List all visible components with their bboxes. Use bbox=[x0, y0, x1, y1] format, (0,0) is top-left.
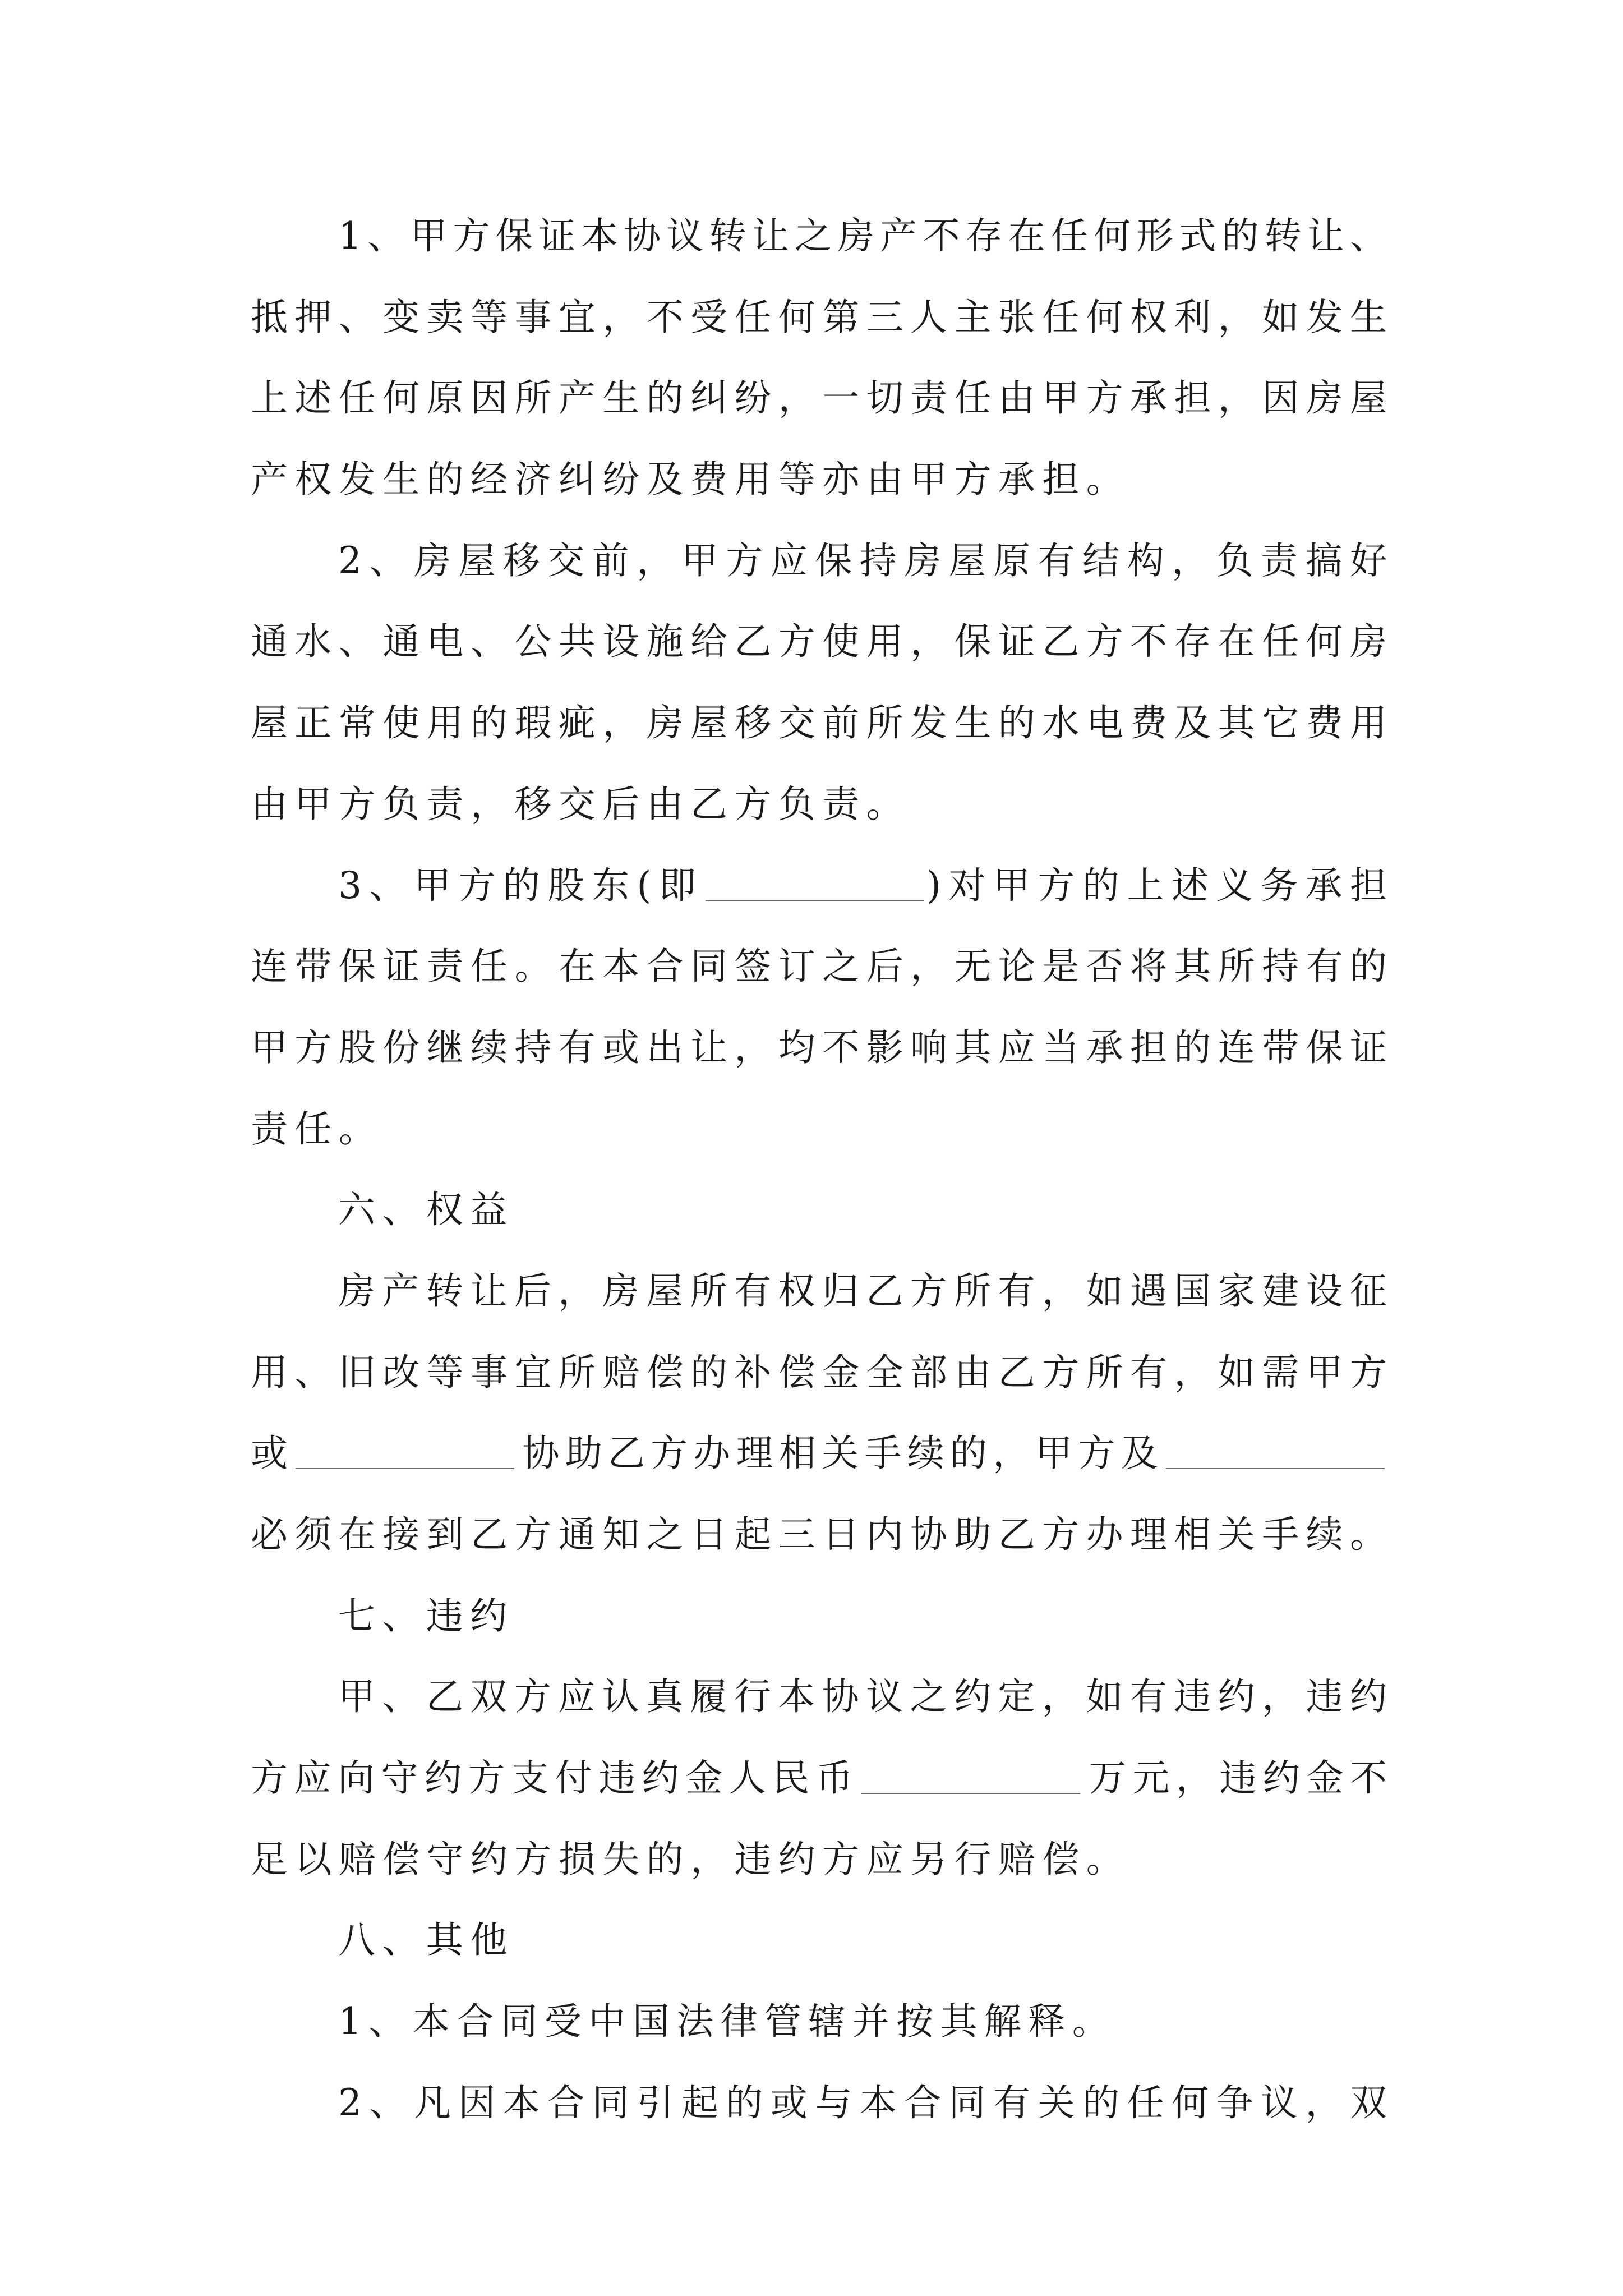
text-segment: 1、本合同受中国法律管辖并按其解释。 bbox=[338, 2000, 1117, 2044]
text-segment: 通水、通电、公共设施给乙方使用，保证乙方不存在任何房 bbox=[251, 620, 1387, 664]
text-line bbox=[338, 1251, 1387, 1332]
text-segment: 协助乙方办理相关手续的，甲方及 bbox=[517, 1432, 1164, 1475]
text-segment: 方应向守约方支付违约金人民币 bbox=[251, 1756, 860, 1800]
text-line bbox=[338, 1900, 1387, 1981]
text-segment: 屋正常使用的瑕疵，房屋移交前所发生的水电费及其它费用 bbox=[251, 701, 1387, 745]
blank-fill-line bbox=[706, 864, 924, 901]
text-line bbox=[251, 601, 1387, 683]
text-line bbox=[251, 1413, 1387, 1494]
text-line bbox=[338, 845, 1387, 927]
blank-fill-line bbox=[1166, 1432, 1385, 1469]
text-line bbox=[251, 1332, 1387, 1414]
text-segment: )对甲方的上述义务承担 bbox=[926, 863, 1387, 907]
paragraph bbox=[251, 1657, 1387, 1900]
text-segment: 必须在接到乙方通知之日起三日内协助乙方办理相关手续。 bbox=[251, 1513, 1387, 1556]
text-line bbox=[251, 1819, 1387, 1901]
text-line bbox=[251, 358, 1387, 439]
paragraph bbox=[251, 2063, 1387, 2144]
text-segment: 产权发生的经济纠纷及费用等亦由甲方承担。 bbox=[251, 458, 1130, 501]
text-line bbox=[251, 1007, 1387, 1089]
text-segment: 上述任何原因所产生的纠纷，一切责任由甲方承担，因房屋 bbox=[251, 376, 1387, 420]
text-segment: 甲、乙双方应认真履行本协议之约定，如有违约，违约 bbox=[338, 1675, 1387, 1719]
text-line bbox=[251, 1494, 1387, 1576]
text-line bbox=[338, 1657, 1387, 1738]
text-segment: 2、凡因本合同引起的或与本合同有关的任何争议，双 bbox=[338, 2081, 1387, 2124]
text-segment: 1、甲方保证本协议转让之房产不存在任何形式的转让、 bbox=[338, 214, 1387, 257]
blank-fill-line bbox=[861, 1757, 1080, 1794]
text-segment: 八、其他 bbox=[338, 1918, 514, 1962]
text-segment: 连带保证责任。在本合同签订之后，无论是否将其所持有的 bbox=[251, 945, 1387, 988]
text-line bbox=[338, 1170, 1387, 1251]
blank-fill-line bbox=[296, 1432, 514, 1469]
text-segment: 七、违约 bbox=[338, 1594, 514, 1637]
text-line bbox=[338, 1576, 1387, 1657]
text-segment: 由甲方负责，移交后由乙方负责。 bbox=[251, 782, 910, 826]
text-line bbox=[251, 683, 1387, 764]
text-segment: 用、旧改等事宜所赔偿的补偿金全部由乙方所有，如需甲方 bbox=[251, 1350, 1387, 1394]
text-line bbox=[251, 764, 1387, 845]
text-segment: 2、房屋移交前，甲方应保持房屋原有结构，负责搞好 bbox=[338, 539, 1387, 582]
paragraph bbox=[251, 1251, 1387, 1576]
text-line bbox=[251, 439, 1387, 521]
text-segment: 足以赔偿守约方损失的，违约方应另行赔偿。 bbox=[251, 1837, 1130, 1881]
text-segment: 抵押、变卖等事宜，不受任何第三人主张任何权利，如发生 bbox=[251, 295, 1387, 339]
text-line bbox=[251, 926, 1387, 1007]
text-segment: 万元，违约金不 bbox=[1082, 1756, 1387, 1800]
text-line bbox=[251, 1738, 1387, 1819]
text-line bbox=[338, 2063, 1387, 2144]
text-segment: 责任。 bbox=[251, 1107, 383, 1151]
text-segment: 甲方股份继续持有或出让，均不影响其应当承担的连带保证 bbox=[251, 1025, 1387, 1069]
paragraph bbox=[251, 196, 1387, 521]
paragraph bbox=[251, 845, 1387, 1170]
text-segment: 六、权益 bbox=[338, 1188, 514, 1232]
text-line bbox=[251, 1089, 1387, 1170]
text-line bbox=[251, 277, 1387, 358]
document-body bbox=[251, 196, 1387, 2144]
section-heading bbox=[251, 1170, 1387, 1251]
text-line bbox=[338, 1981, 1387, 2063]
text-line bbox=[338, 521, 1387, 602]
paragraph bbox=[251, 1981, 1387, 2063]
text-segment: 或 bbox=[251, 1432, 294, 1475]
section-heading bbox=[251, 1900, 1387, 1981]
text-segment: 房产转让后，房屋所有权归乙方所有，如遇国家建设征 bbox=[338, 1269, 1387, 1313]
paragraph bbox=[251, 521, 1387, 845]
text-line bbox=[338, 196, 1387, 277]
section-heading bbox=[251, 1576, 1387, 1657]
text-segment: 3、甲方的股东(即 bbox=[338, 863, 704, 907]
